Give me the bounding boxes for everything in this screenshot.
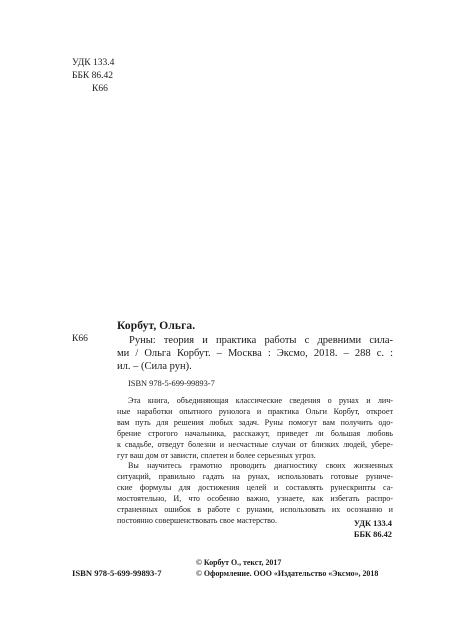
bbk-code: ББК 86.42 [72,71,113,81]
bbk-code-bottom: ББК 86.42 [353,529,392,539]
author-mark: К66 [92,84,108,94]
isbn-record: ISBN 978-5-699-99893-7 [128,379,215,388]
udk-code-bottom: УДК 133.4 [353,519,392,528]
bib-line: ил. – (Сила рун). [117,361,192,373]
author-heading: Корбут, Ольга. [117,320,196,332]
bib-line: Руны: теория и практика работы с древними сила- [129,335,393,346]
isbn-bottom: ISBN 978-5-699-99893-7 [72,568,162,578]
abstract-line: вам путь для решения любых задач. Руны помогут вам получить одо- [117,417,393,427]
classification-codes-bottom [354,519,392,540]
copyright-block [196,557,378,579]
abstract-line: к свадьбе, отведут болезни и несчастные случаи от близких людей, убере- [117,439,393,449]
abstract-line: ские формулы для достижения целей и составлять рунескрипты са- [117,483,393,493]
abstract-line: ситуаций, правильно гадать на рунах, использовать готовые руниче- [117,472,393,482]
copyright-text-line: © Корбут О., текст, 2017 [196,558,282,567]
abstract-line: гут ваш дом от зависти, сплетен и более серьезных угроз. [117,450,316,460]
copyright-design-line: © Оформление. ООО «Издательство «Эксмо», 2018 [196,569,379,578]
udk-code: УДК 133.4 [72,58,115,68]
abstract-line: Эта книга, объединяющая классические сведения о рунах и лич- [128,396,393,405]
margin-author-mark: К66 [72,334,88,344]
abstract-line: мостоятельно, И, что особенно важно, узнаете, как избегать распро- [117,494,393,504]
abstract-line: ные наработки опытного рунолога и практика Ольги Корбут, откроет [117,406,393,416]
classification-codes-top [72,57,114,96]
bibliographic-record [117,334,393,374]
abstract-line: Вы научитесь грамотно проводить диагностику своих жизненных [128,461,393,471]
book-abstract [117,396,393,527]
abstract-line: страненных ошибок в работе с рунами, использовать их осознанно и [117,505,393,515]
abstract-line: постоянно совершенствовать свое мастерство. [117,515,277,525]
abstract-line: брение строгого начальника, расскажут, приведет ли большая любовь [117,428,393,438]
bib-line: ми / Ольга Корбут. – Москва : Эксмо, 2018. – 288 с. : [117,348,393,360]
